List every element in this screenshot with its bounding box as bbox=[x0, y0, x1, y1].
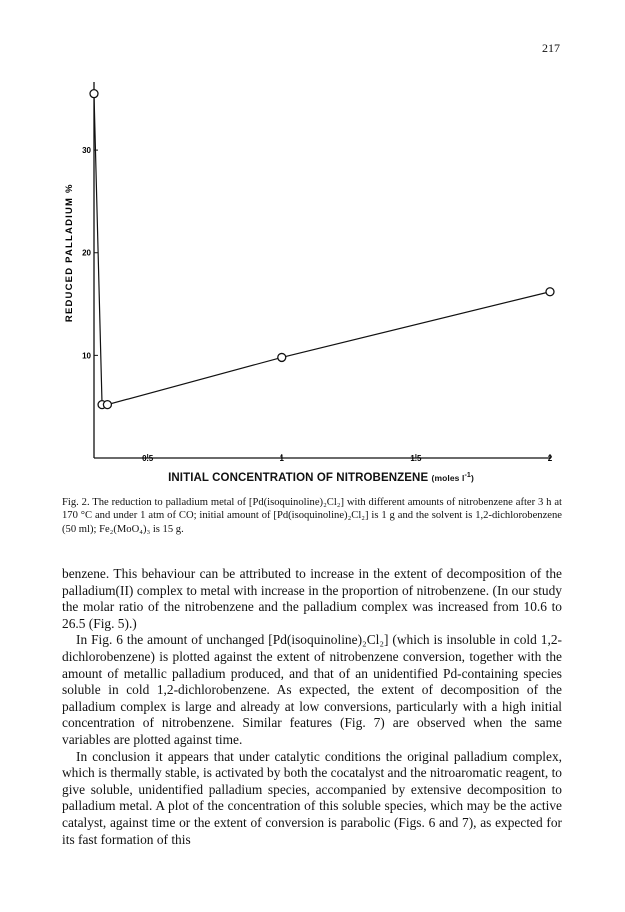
chart-ticks bbox=[82, 146, 553, 463]
x-axis-unit-exponent: -1 bbox=[464, 471, 471, 479]
data-point bbox=[278, 353, 286, 361]
x-axis-unit-close: ) bbox=[470, 472, 474, 483]
y-axis-label-group bbox=[64, 183, 75, 322]
x-axis-label bbox=[96, 471, 546, 484]
x-axis-title: INITIAL CONCENTRATION OF NITROBENZENE bbox=[168, 471, 429, 484]
x-tick-label: 0.5 bbox=[142, 454, 154, 463]
body-paragraph: In Fig. 6 the amount of unchanged [Pd(isoquinoline)₂Cl₂] (which is insoluble in cold 1,2-dichlorobenzene) is plotted against the extent of nitrobenzene conversion, together with the amount of metallic palladium produced, and that of an unidentified Pd-containing species soluble in cold 1,2-dichlorobenzene. As expected, the extent of decomposition of the palladium complex is large and already at low conversions, particularly with a high initial concentration of nitrobenzene. Similar features (Fig. 7) are observed when the same variables are plotted against time. bbox=[62, 632, 562, 747]
data-point bbox=[103, 401, 111, 409]
x-tick-label: 1.5 bbox=[410, 454, 422, 463]
y-axis-label: REDUCED PALLADIUM % bbox=[64, 183, 75, 323]
reduced-palladium-chart bbox=[50, 60, 570, 480]
chart-series bbox=[90, 90, 554, 409]
series-line bbox=[94, 94, 550, 405]
page-number: 217 bbox=[542, 41, 560, 55]
x-axis-unit bbox=[432, 473, 474, 483]
y-tick-label: 30 bbox=[82, 146, 91, 156]
body-paragraph: benzene. This behaviour can be attributed to increase in the extent of decomposition of the palladium(II) complex to metal with increase in the proportion of nitrobenzene. (In our study the molar ratio of the nitrobenzene and the palladium complex was increased from 10.6 to 26.5 (Fig. 5).) bbox=[62, 566, 562, 631]
chart-axes bbox=[94, 82, 550, 458]
y-tick-label: 20 bbox=[82, 248, 91, 258]
data-point bbox=[90, 90, 98, 98]
data-point bbox=[546, 288, 554, 296]
body-text bbox=[62, 566, 562, 848]
y-tick-label: 10 bbox=[82, 351, 91, 361]
x-axis-unit-text: (moles l bbox=[431, 472, 465, 483]
body-paragraph: In conclusion it appears that under catalytic conditions the original palladium complex, which is thermally stable, is activated by both the cocatalyst and the nitroaromatic reagent, to give soluble, unidentified palladium species, accompanied by extensive decomposition to palladium metal. A plot of the concentration of this soluble species, which may be the active catalyst, against time or the extent of conversion is parabolic (Figs. 6 and 7), as expected for its fast formation of this bbox=[62, 748, 562, 847]
x-tick-label: 1 bbox=[279, 454, 284, 463]
x-tick-label: 2 bbox=[547, 454, 553, 463]
figure-caption: Fig. 2. The reduction to palladium metal of [Pd(isoquinoline)₂Cl₂] with different amounts of nitrobenzene after 3 h at 170 °C and under 1 atm of CO; initial amount of [Pd(isoquinoline)₂Cl₂] is 1 g and the solvent is 1,2-dichlorobenzene (50 ml); Fe₂(MoO₄)₃ is 15 g. bbox=[62, 497, 562, 535]
